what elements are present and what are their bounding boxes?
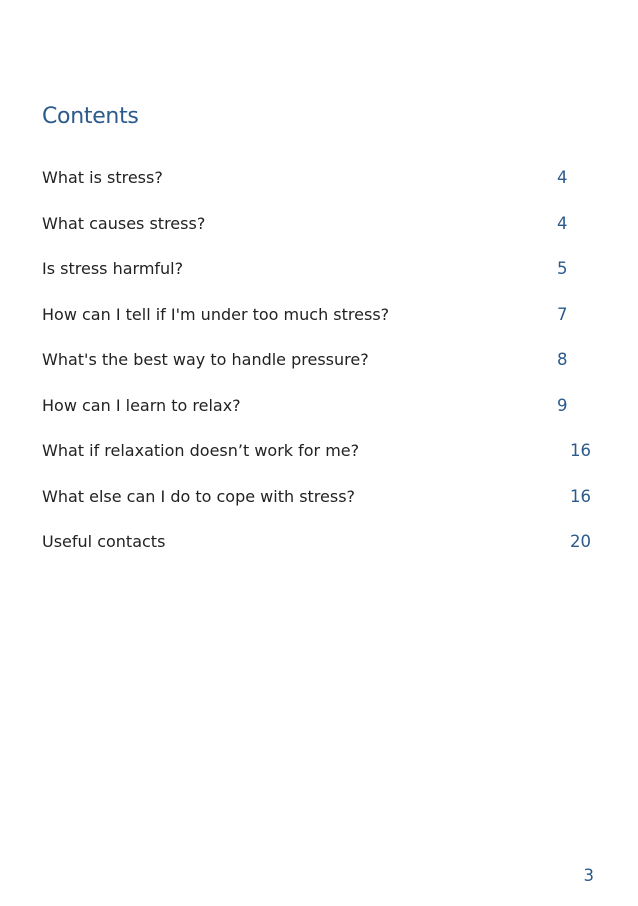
toc-entry-title: What causes stress? [42,213,206,233]
toc-entry-relaxation-doesnt-work [42,439,594,485]
toc-entry-handle-pressure [42,348,594,394]
toc-entry-title: Useful contacts [42,532,166,551]
toc-entry-page: 4 [557,168,568,187]
toc-entry-useful-contacts [42,530,594,576]
toc-entry-title: What's the best way to handle pressure? [42,350,369,369]
table-of-contents [42,166,594,576]
toc-entry-page: 16 [570,441,591,460]
toc-entry-title: Is stress harmful? [42,259,184,278]
toc-entry-page: 4 [557,213,568,233]
toc-entry-page: 9 [557,395,568,415]
toc-entry-cope-with-stress [42,485,594,531]
toc-entry-page: 8 [557,350,568,369]
toc-entry-title: What is stress? [42,168,163,187]
page-number: 3 [583,866,594,885]
contents-heading: Contents [42,104,139,129]
toc-entry-page: 16 [570,486,591,506]
toc-entry-title: What if relaxation doesn’t work for me? [42,441,360,460]
toc-entry-page: 20 [570,532,591,551]
toc-entry-title: What else can I do to cope with stress? [42,486,356,506]
toc-entry-title: How can I tell if I'm under too much stress? [42,304,390,324]
toc-entry-what-is-stress [42,166,594,212]
toc-entry-page: 5 [557,259,568,278]
toc-entry-page: 7 [557,304,568,324]
toc-entry-what-causes-stress [42,212,594,258]
toc-entry-learn-to-relax [42,394,594,440]
toc-entry-is-stress-harmful [42,257,594,303]
toc-entry-title: How can I learn to relax? [42,395,241,415]
toc-entry-too-much-stress [42,303,594,349]
